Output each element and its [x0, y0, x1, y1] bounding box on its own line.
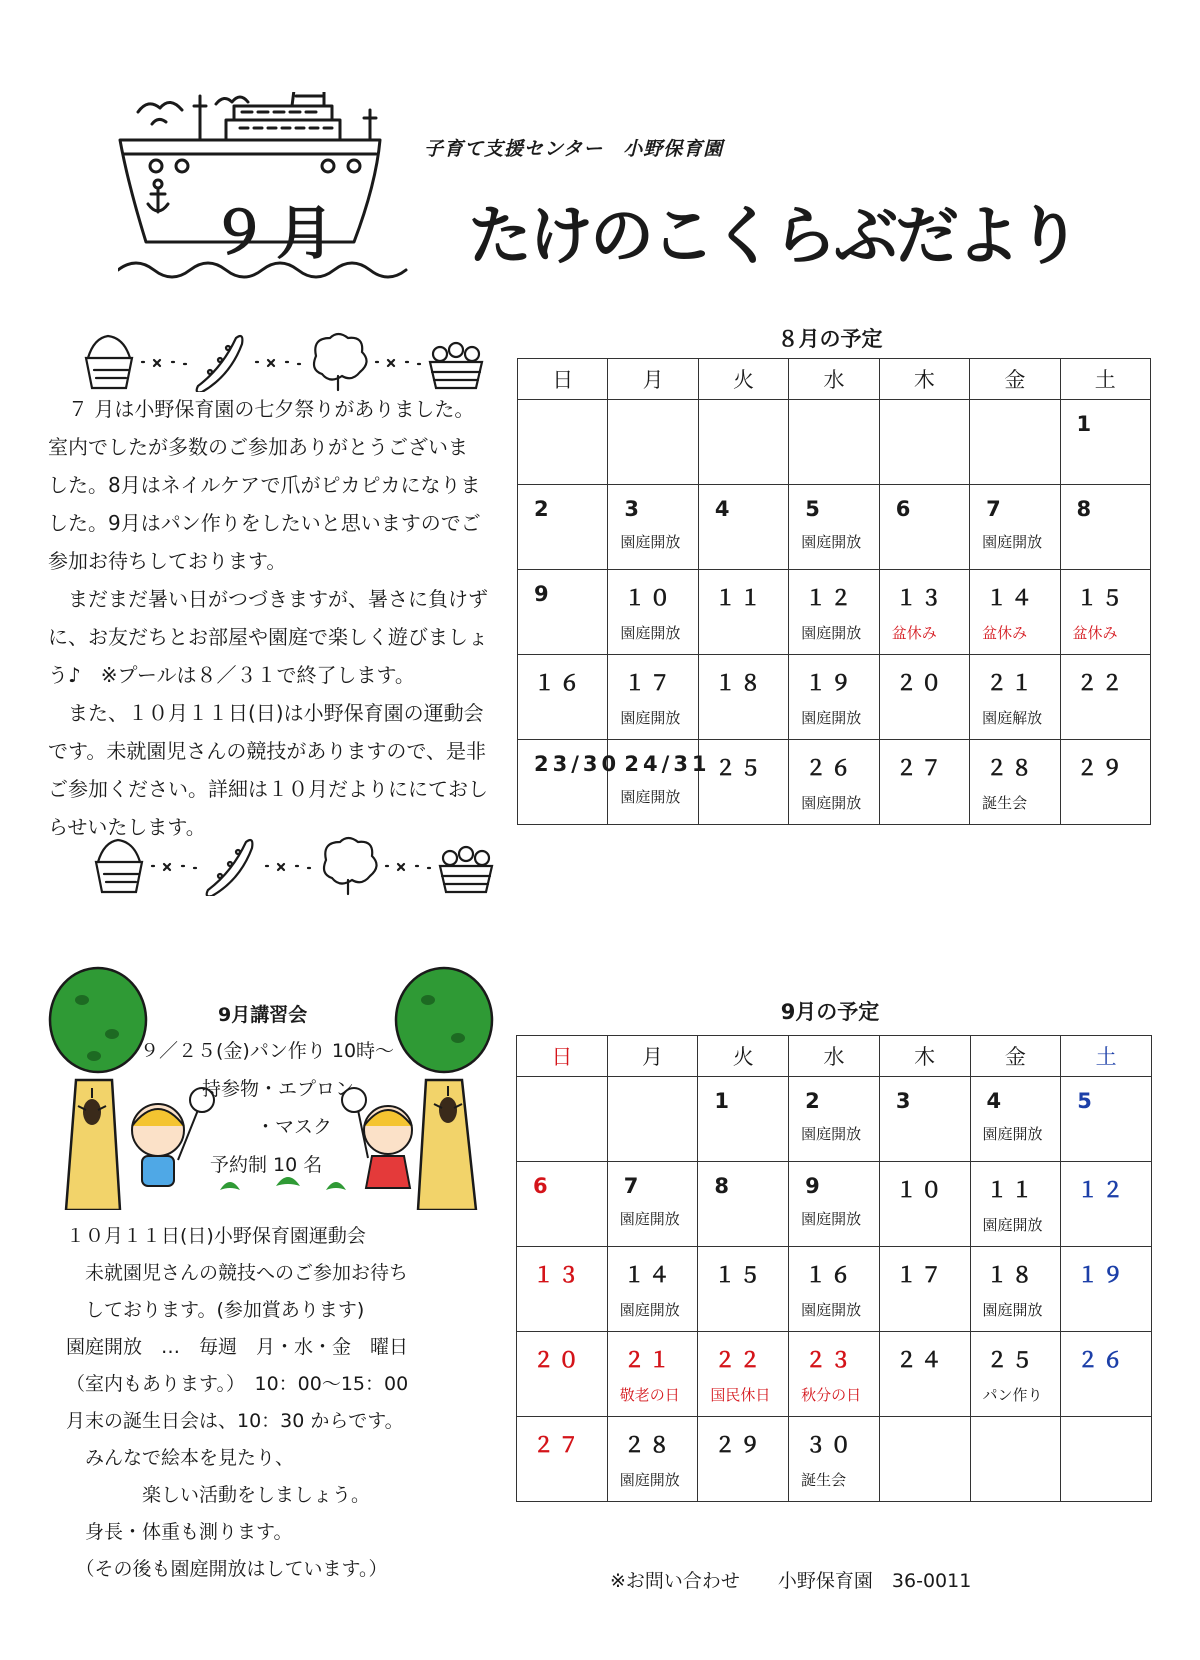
- day-number: 6: [533, 1174, 552, 1198]
- calendar-day-cell: [1060, 485, 1150, 570]
- day-number: 5: [1077, 1089, 1096, 1113]
- calendar-day-cell: [517, 1417, 608, 1502]
- child-with-net-illustration: [342, 1088, 412, 1188]
- calendar-day-cell: [607, 1417, 698, 1502]
- weekday-header: 日: [518, 359, 608, 400]
- day-event: 誕生会: [801, 1471, 847, 1489]
- day-number: 8: [1076, 497, 1096, 521]
- day-event: 盆休み: [1072, 624, 1118, 642]
- calendar-day-cell: [1060, 570, 1150, 655]
- day-number: １４: [986, 586, 1037, 610]
- day-number: １９: [805, 671, 856, 695]
- intro-line: した。8月はネイルケアで爪がピカピカになりま: [48, 473, 481, 497]
- calendar-week-row: [518, 570, 1151, 655]
- day-number: [970, 400, 1059, 412]
- day-number: ２１: [623, 1348, 674, 1372]
- calendar-day-cell: [1061, 1077, 1152, 1162]
- calendar-day-cell: [970, 400, 1060, 485]
- calendar-day-cell: [607, 1162, 698, 1247]
- calendar-day-cell: [518, 400, 608, 485]
- intro-text: [48, 390, 508, 846]
- weekday-header: 土: [1060, 359, 1150, 400]
- day-event: 園庭開放: [620, 709, 681, 727]
- day-number: １６: [534, 671, 584, 695]
- day-number: １７: [895, 1263, 946, 1287]
- calendar-day-cell: [698, 1162, 789, 1247]
- day-number: ２５: [986, 1348, 1037, 1372]
- day-event: 盆休み: [982, 624, 1028, 642]
- august-calendar-title: ８月の予定: [777, 327, 883, 351]
- calendar-day-cell: [879, 570, 969, 655]
- child-with-net-illustration: [132, 1088, 214, 1186]
- calendar-day-cell: [970, 740, 1060, 825]
- weekday-header: 水: [789, 1036, 880, 1077]
- day-number: １６: [805, 1263, 856, 1287]
- calendar-day-cell: [789, 1247, 880, 1332]
- calendar-day-cell: [789, 1332, 880, 1417]
- intro-paragraph-2: [48, 580, 508, 694]
- day-event: 園庭開放: [620, 788, 681, 806]
- day-number: １７: [624, 671, 675, 695]
- weekday-header: 木: [879, 359, 969, 400]
- day-number: １８: [986, 1263, 1037, 1287]
- calendar-day-cell: [789, 655, 879, 740]
- weekday-header: 月: [607, 1036, 698, 1077]
- cucumber-icon: [207, 840, 253, 896]
- intro-line: 参加お待ちしております。: [48, 549, 287, 573]
- calendar-day-cell: [879, 655, 969, 740]
- day-number: [608, 400, 697, 412]
- day-number: [880, 400, 969, 412]
- calendar-week-row: [517, 1247, 1152, 1332]
- calendar-day-cell: [698, 1332, 789, 1417]
- lecture-items-line-2: ・マスク: [256, 1116, 333, 1138]
- calendar-day-cell: [517, 1077, 608, 1162]
- tree-illustration: [50, 968, 146, 1210]
- calendar-day-cell: [970, 1247, 1061, 1332]
- month-title: ９月: [210, 199, 343, 267]
- day-number: １９: [1077, 1263, 1128, 1287]
- calendar-day-cell: [1061, 1162, 1152, 1247]
- calendar-day-cell: [698, 1077, 789, 1162]
- weekday-header: 水: [789, 359, 879, 400]
- calendar-day-cell: [970, 655, 1060, 740]
- day-event: 園庭開放: [801, 533, 862, 551]
- day-number: １８: [714, 671, 765, 695]
- day-event: 園庭開放: [801, 709, 862, 727]
- calendar-day-cell: [518, 740, 621, 825]
- shaved-ice-icon: [86, 336, 132, 388]
- calendar-day-cell: [1060, 655, 1150, 740]
- calendar-day-cell: [1061, 1417, 1152, 1502]
- calendar-day-cell: [879, 1162, 970, 1247]
- day-number: 3: [895, 1089, 915, 1113]
- intro-line: まだまだ暑い日がつづきますが、暑さに負けず: [68, 587, 488, 611]
- day-number: １３: [533, 1263, 583, 1287]
- calendar-day-cell: [698, 1417, 789, 1502]
- calendar-week-row: [517, 1417, 1152, 1502]
- day-number: 4: [714, 497, 734, 521]
- day-event: 園庭開放: [801, 624, 862, 642]
- day-event: 園庭開放: [801, 1125, 862, 1143]
- weekday-header: 土: [1061, 1036, 1152, 1077]
- day-number: [1061, 1417, 1151, 1429]
- fruit-basket-icon: [440, 847, 492, 892]
- lecture-items-line: 持参物・エプロン: [202, 1078, 355, 1100]
- calendar-week-row: [517, 1332, 1152, 1417]
- fruit-basket-icon: [430, 343, 482, 388]
- calendar-day-cell: [789, 740, 879, 825]
- day-number: 24/31: [624, 752, 711, 776]
- calendar-day-cell: [789, 485, 879, 570]
- day-number: ２０: [895, 671, 946, 695]
- note-line: 未就園児さんの競技へのご参加お待ち: [66, 1262, 409, 1284]
- calendar-day-cell: [518, 655, 608, 740]
- day-event: 敬老の日: [619, 1386, 680, 1404]
- day-event: 園庭開放: [982, 533, 1043, 551]
- calendar-day-cell: [970, 1077, 1061, 1162]
- calendar-day-cell: [970, 1417, 1061, 1502]
- day-number: 5: [805, 497, 824, 521]
- intro-line: です。未就園児さんの競技がありますので、是非: [48, 739, 486, 763]
- note-line: 月末の誕生日会は、10：30 からです。: [66, 1410, 404, 1432]
- day-number: ２５: [714, 756, 765, 780]
- day-event: 盆休み: [891, 624, 937, 642]
- intro-line: う♪ ※プールは８／３１で終了します。: [48, 663, 415, 687]
- september-calendar-title: 9月の予定: [780, 1000, 880, 1024]
- calendar-day-cell: [879, 485, 969, 570]
- intro-line: した。9月はパン作りをしたいと思いますのでご: [48, 511, 481, 535]
- day-event: 園庭開放: [982, 1301, 1043, 1319]
- calendar-day-cell: [1060, 400, 1150, 485]
- day-number: [880, 1417, 970, 1429]
- day-number: １１: [986, 1178, 1037, 1202]
- calendar-day-cell: [789, 1077, 880, 1162]
- calendar-day-cell: [970, 1332, 1061, 1417]
- weekday-header: 火: [698, 359, 788, 400]
- calendar-day-cell: [608, 400, 698, 485]
- calendar-day-cell: [879, 740, 969, 825]
- day-number: １２: [1077, 1178, 1128, 1202]
- day-number: 9: [805, 1174, 824, 1198]
- note-line: みんなで絵本を見たり、: [66, 1447, 295, 1469]
- note-line: （室内もあります。） 10：00～15：00: [66, 1373, 409, 1395]
- center-name: 子育て支援センター 小野保育園: [424, 138, 724, 160]
- day-event: 園庭解放: [982, 709, 1043, 727]
- day-number: ２７: [533, 1433, 583, 1457]
- day-number: １２: [805, 586, 856, 610]
- day-number: 9: [534, 582, 553, 606]
- calendar-day-cell: [608, 655, 698, 740]
- day-event: 秋分の日: [801, 1386, 862, 1404]
- decoration-row-top: [80, 332, 490, 392]
- day-number: １０: [624, 586, 675, 610]
- calendar-day-cell: [1061, 1247, 1152, 1332]
- note-line: （その後も園庭開放はしています。）: [66, 1558, 388, 1580]
- day-number: ２２: [714, 1348, 765, 1372]
- day-number: [971, 1417, 1061, 1429]
- day-number: ２０: [533, 1348, 583, 1372]
- day-number: ２７: [895, 756, 946, 780]
- day-number: 2: [805, 1089, 824, 1113]
- calendar-day-cell: [608, 570, 698, 655]
- notes: [66, 1218, 506, 1588]
- calendar-week-row: [517, 1162, 1152, 1247]
- day-number: 4: [986, 1089, 1006, 1113]
- calendar-day-cell: [698, 1247, 789, 1332]
- day-number: １１: [714, 586, 765, 610]
- day-number: 6: [895, 497, 915, 521]
- calendar-day-cell: [789, 400, 879, 485]
- calendar-day-cell: [970, 570, 1060, 655]
- calendar-day-cell: [518, 485, 608, 570]
- calendar-day-cell: [879, 1417, 970, 1502]
- day-event: 園庭開放: [801, 1210, 862, 1228]
- calendar-day-cell: [789, 570, 879, 655]
- intro-line: また、１０月１１日(日)は小野保育園の運動会: [68, 701, 484, 725]
- calendar-day-cell: [789, 1162, 880, 1247]
- calendar-day-cell: [698, 740, 788, 825]
- day-number: ２１: [986, 671, 1037, 695]
- calendar-day-cell: [698, 655, 788, 740]
- day-number: １５: [714, 1263, 765, 1287]
- weekday-header: 金: [970, 1036, 1061, 1077]
- calendar-week-row: [518, 400, 1151, 485]
- day-event: 誕生会: [982, 794, 1028, 812]
- intro-line: ご参加ください。詳細は１０月だよりににておし: [48, 777, 488, 801]
- day-event: 園庭開放: [801, 794, 862, 812]
- day-number: 1: [1076, 412, 1096, 436]
- cotton-candy-icon: [314, 334, 367, 390]
- day-event: 園庭開放: [620, 624, 681, 642]
- day-number: [518, 400, 607, 412]
- cotton-candy-icon: [324, 838, 377, 894]
- note-line: 楽しい活動をしましょう。: [66, 1484, 371, 1506]
- day-number: 8: [714, 1174, 734, 1198]
- calendar-day-cell: [970, 485, 1060, 570]
- calendar-day-cell: [879, 1077, 970, 1162]
- calendar-week-row: [518, 740, 1151, 825]
- intro-paragraph-3: [48, 694, 508, 846]
- weekday-header: 金: [970, 359, 1060, 400]
- day-number: [517, 1077, 607, 1089]
- day-event: 園庭開放: [982, 1216, 1043, 1234]
- calendar-day-cell: [608, 740, 711, 825]
- calendar-day-cell: [789, 1417, 880, 1502]
- calendar-day-cell: [518, 570, 608, 655]
- cucumber-icon: [197, 336, 243, 392]
- day-event: 園庭開放: [619, 1471, 680, 1489]
- day-number: 1: [714, 1089, 734, 1113]
- day-number: 2: [534, 497, 553, 521]
- note-line: しております。(参加賞あります): [66, 1299, 365, 1321]
- calendar-day-cell: [879, 1247, 970, 1332]
- day-event: パン作り: [982, 1386, 1043, 1404]
- day-number: 3: [624, 497, 644, 521]
- day-number: [608, 1077, 698, 1089]
- contact-info: ※お問い合わせ 小野保育園 36-0011: [610, 1570, 972, 1592]
- calendar-day-cell: [698, 485, 788, 570]
- note-line: 園庭開放 … 毎週 月・水・金 曜日: [66, 1336, 409, 1358]
- day-number: [699, 400, 788, 412]
- calendar-day-cell: [698, 400, 788, 485]
- day-number: ２２: [1076, 671, 1127, 695]
- calendar-week-row: [518, 485, 1151, 570]
- note-line: 身長・体重も測ります。: [66, 1521, 293, 1543]
- weekday-header: 月: [608, 359, 698, 400]
- day-number: １４: [623, 1263, 674, 1287]
- day-event: 園庭開放: [801, 1301, 862, 1319]
- day-number: １３: [895, 586, 946, 610]
- day-number: 7: [986, 497, 1005, 521]
- day-event: 園庭開放: [619, 1210, 680, 1228]
- calendar-week-row: [517, 1077, 1152, 1162]
- day-number: ２６: [1077, 1348, 1128, 1372]
- day-number: １５: [1076, 586, 1127, 610]
- day-number: １０: [895, 1178, 946, 1202]
- day-number: ２６: [805, 756, 856, 780]
- day-number: ３０: [805, 1433, 856, 1457]
- calendar-day-cell: [698, 570, 788, 655]
- intro-line: に、お友だちとお部屋や園庭で楽しく遊びましょ: [48, 625, 488, 649]
- august-calendar: [517, 358, 1151, 825]
- day-number: 7: [623, 1174, 643, 1198]
- tree-illustration: [396, 968, 492, 1210]
- intro-line: ７ 月は小野保育園の七夕祭りがありました。: [68, 397, 475, 421]
- day-number: ２９: [714, 1433, 765, 1457]
- day-number: ２８: [986, 756, 1037, 780]
- weekday-header: 日: [517, 1036, 608, 1077]
- lecture-title: 9月講習会: [218, 1004, 308, 1026]
- calendar-week-row: [518, 655, 1151, 740]
- intro-line: 室内でしたが多数のご参加ありがとうございま: [48, 435, 468, 459]
- lecture-capacity-line: 予約制 10 名: [210, 1154, 323, 1176]
- calendar-day-cell: [879, 400, 969, 485]
- day-number: [789, 400, 878, 412]
- september-calendar: [516, 1035, 1152, 1502]
- calendar-day-cell: [607, 1077, 698, 1162]
- day-event: 国民休日: [710, 1386, 771, 1404]
- day-number: ２３: [805, 1348, 856, 1372]
- calendar-day-cell: [607, 1332, 698, 1417]
- calendar-day-cell: [607, 1247, 698, 1332]
- calendar-day-cell: [1061, 1332, 1152, 1417]
- calendar-day-cell: [970, 1162, 1061, 1247]
- note-line: １０月１１日(日)小野保育園運動会: [66, 1225, 366, 1247]
- day-event: 園庭開放: [982, 1125, 1043, 1143]
- day-number: ２９: [1076, 756, 1127, 780]
- calendar-day-cell: [517, 1247, 608, 1332]
- newsletter-title: たけのこくらぶだより: [468, 200, 1078, 274]
- calendar-day-cell: [517, 1162, 608, 1247]
- lecture-date-line: ９／２５(金)パン作り 10時～: [140, 1040, 395, 1062]
- calendar-day-cell: [1060, 740, 1150, 825]
- calendar-day-cell: [879, 1332, 970, 1417]
- calendar-day-cell: [608, 485, 698, 570]
- day-number: ２８: [623, 1433, 674, 1457]
- weekday-header: 火: [698, 1036, 789, 1077]
- calendar-day-cell: [517, 1332, 608, 1417]
- day-event: 園庭開放: [620, 533, 681, 551]
- shaved-ice-icon: [96, 840, 142, 892]
- weekday-header: 木: [879, 1036, 970, 1077]
- day-number: ２４: [895, 1348, 946, 1372]
- day-number: 23/30: [534, 752, 621, 776]
- day-event: 園庭開放: [619, 1301, 680, 1319]
- intro-paragraph-1: [48, 390, 508, 580]
- intro-line: らせいたします。: [48, 815, 206, 839]
